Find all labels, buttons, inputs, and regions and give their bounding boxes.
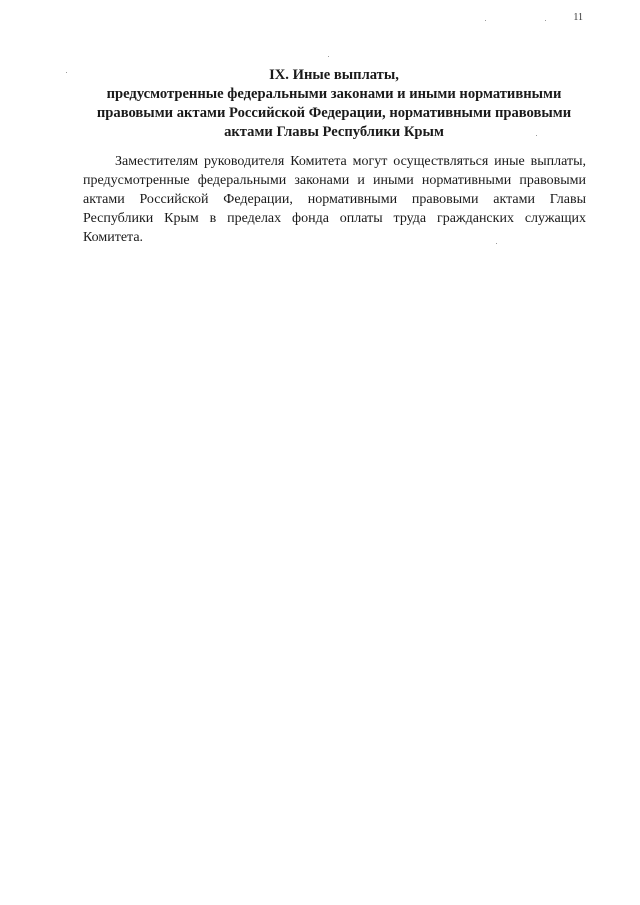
scan-speck xyxy=(66,72,67,73)
scan-speck xyxy=(536,135,537,136)
scan-speck xyxy=(545,20,546,21)
page-number: 11 xyxy=(573,12,583,23)
scan-speck xyxy=(485,20,486,21)
body-paragraph: Заместителям руководителя Комитета могут осуществляться иные выплаты, предусмотренные федеральными законами и иными нормативными правовыми актами Российской Федерации, нормативными правовыми актами Главы Республики Крым в пределах фонда оплаты труда гражданских служащих Комитета. xyxy=(83,154,586,245)
section-heading-line-1: IX. Иные выплаты, xyxy=(269,67,399,83)
section-heading-line-2: предусмотренные федеральными законами и иными нормативными xyxy=(106,86,562,102)
section-heading-line-4: актами Главы Республики Крым xyxy=(224,124,444,140)
section-heading xyxy=(80,66,588,142)
scan-speck xyxy=(496,243,497,244)
section-heading-line-3: правовыми актами Российской Федерации, нормативными правовыми xyxy=(96,105,572,121)
scan-speck xyxy=(328,56,329,57)
